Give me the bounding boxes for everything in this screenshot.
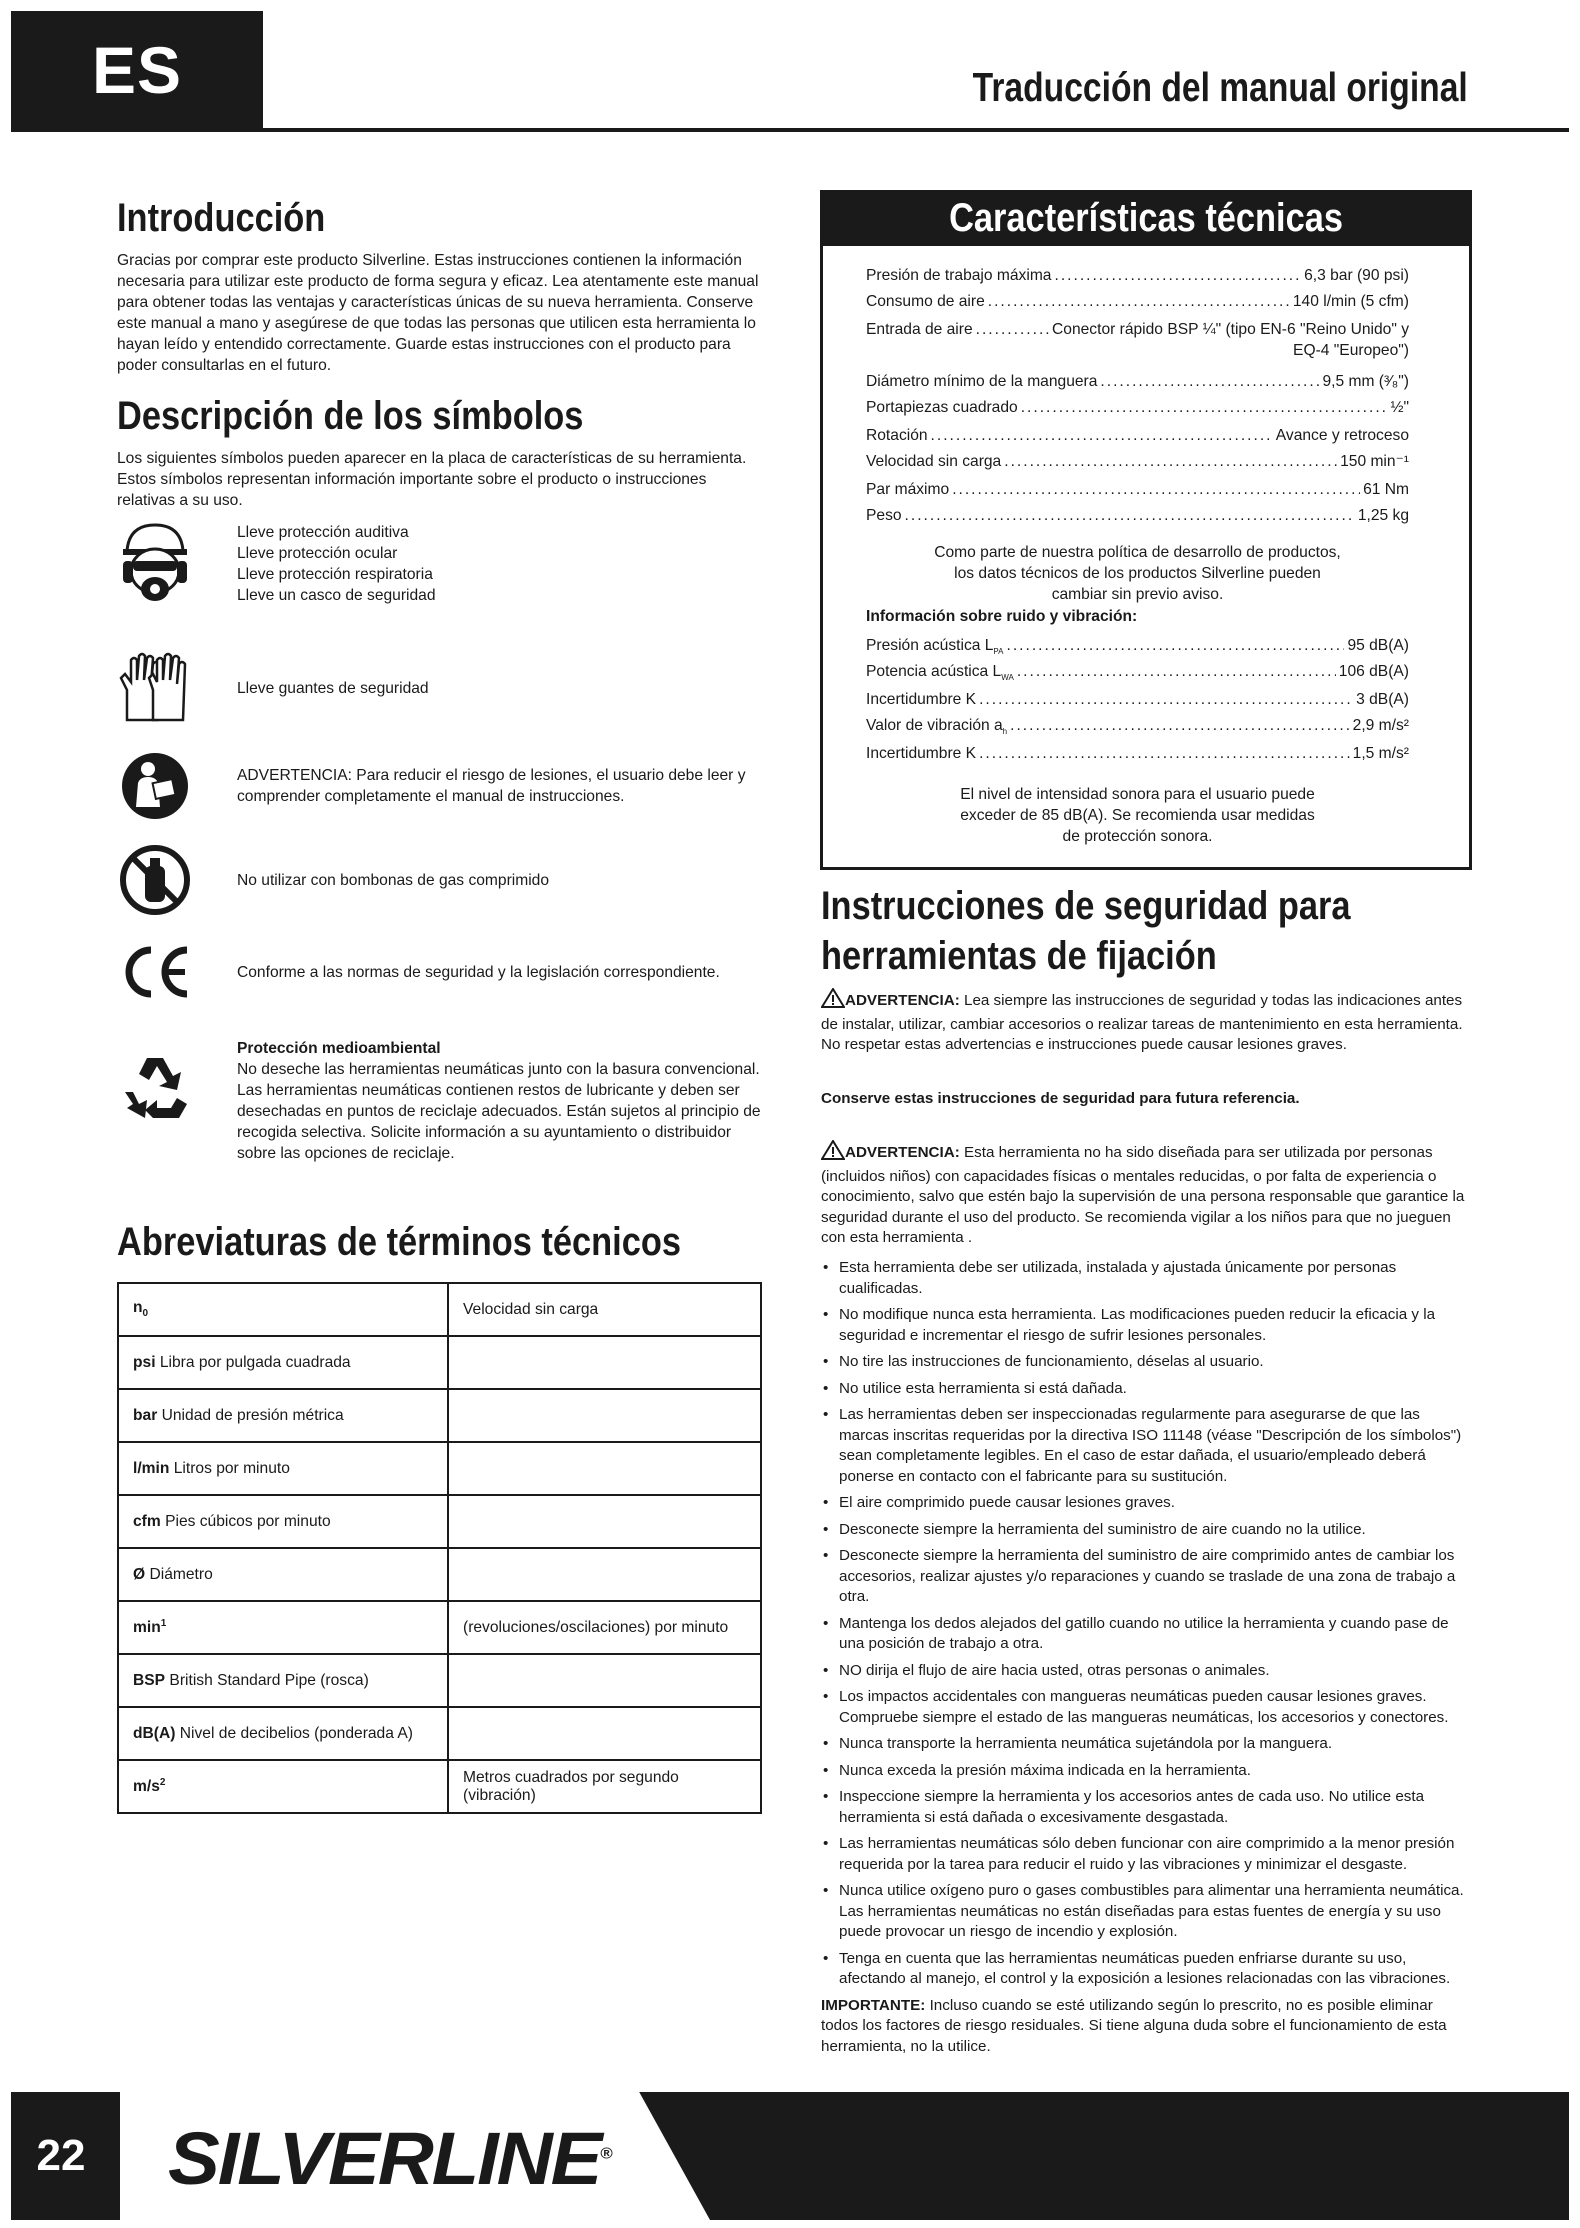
noise-row bbox=[866, 744, 1409, 764]
abbr-desc: Libra por pulgada cuadrada bbox=[159, 1353, 351, 1371]
abbr-key: BSP bbox=[133, 1671, 166, 1689]
spec-label: Portapiezas cuadrado bbox=[866, 399, 1018, 416]
abbr-desc: Diámetro bbox=[149, 1565, 213, 1583]
no-gas-cylinder-icon bbox=[117, 842, 193, 918]
table-row bbox=[118, 1707, 761, 1760]
abbr-sup: 1 bbox=[160, 1617, 167, 1629]
spec-label: Peso bbox=[866, 507, 902, 524]
list-item: • Nunca transporte la herramienta neumática sujetándola por la manguera. bbox=[839, 1734, 1466, 1755]
list-item: • Tenga en cuenta que las herramientas neumáticas pueden enfriarse durante su uso, afectando al manejo, el control y la exposición a lesiones relacionadas con las vibraciones. bbox=[839, 1949, 1466, 1990]
tech-heading: Características técnicas bbox=[949, 195, 1343, 240]
abbr-key: m/s bbox=[133, 1778, 160, 1796]
spec-label: Consumo de aire bbox=[866, 293, 985, 310]
env-text: No deseche las herramientas neumáticas junto con la basura convencional. Las herramientas neumáticas contienen restos de lubricante y deben ser desechadas en puntos de reciclaje adecuados. Están sujetos al principio de recogida selectiva. Solicite información a su ayuntamiento o distribuidor sobre las opciones de reciclaje. bbox=[237, 1061, 761, 1162]
table-row bbox=[118, 1548, 761, 1601]
abbr-table-wrap bbox=[117, 1282, 762, 1814]
symbol-row-manual bbox=[117, 748, 767, 824]
noise-label: Potencia acústica L bbox=[866, 663, 1002, 680]
spec-row bbox=[866, 480, 1409, 500]
list-item: • No modifique nunca esta herramienta. Las modificaciones pueden reducir la eficacia y la seguridad e incrementar el riesgo de sufrir lesiones personales. bbox=[839, 1305, 1466, 1346]
spec-row bbox=[866, 372, 1409, 392]
ce-text: Conforme a las normas de seguridad y la legislación correspondiente. bbox=[237, 963, 720, 981]
spec-label: Diámetro mínimo de la manguera bbox=[866, 373, 1098, 390]
noise-value: 106 dB(A) bbox=[1338, 663, 1409, 680]
abbr-table bbox=[117, 1282, 762, 1814]
table-row bbox=[118, 1336, 761, 1389]
symbol-row-ce bbox=[117, 934, 767, 1010]
abbr-key: psi bbox=[133, 1353, 156, 1371]
spec-value: 6,3 bar (90 psi) bbox=[1304, 267, 1409, 284]
spec-value-cont: EQ-4 "Europeo") bbox=[1293, 342, 1409, 359]
gas-text: No utilizar con bombonas de gas comprimido bbox=[237, 871, 550, 889]
spec-value: 140 l/min (5 cfm) bbox=[1292, 293, 1409, 310]
safety-heading-2: herramientas de fijación bbox=[821, 934, 1217, 978]
spec-value: ½" bbox=[1390, 399, 1409, 416]
abbr-desc: British Standard Pipe (rosca) bbox=[169, 1671, 369, 1689]
spec-value: Avance y retroceso bbox=[1275, 427, 1409, 444]
abbr-heading: Abreviaturas de términos técnicos bbox=[117, 1220, 681, 1264]
page-number: 22 bbox=[36, 2131, 86, 2180]
abbr-desc: Nivel de decibelios (ponderada A) bbox=[179, 1724, 413, 1742]
symbols-intro-text: Los siguientes símbolos pueden aparecer en la placa de características de su herramienta. Estos símbolos representan información importante sobre el producto o instrucciones relativas a su uso. bbox=[117, 450, 747, 509]
abbr-desc: Pies cúbicos por minuto bbox=[165, 1512, 331, 1530]
gloves-icon bbox=[117, 650, 193, 726]
noise-row bbox=[866, 662, 1409, 688]
list-item: • Esta herramienta debe ser utilizada, instalada y ajustada únicamente por personas cualificadas. bbox=[839, 1258, 1466, 1299]
table-row bbox=[118, 1601, 761, 1654]
table-row bbox=[118, 1760, 761, 1813]
abbr-sup: 2 bbox=[159, 1776, 166, 1788]
noise-sub: h bbox=[1002, 727, 1008, 737]
warning-2 bbox=[821, 1140, 1466, 1249]
table-row bbox=[118, 1389, 761, 1442]
symbol-row-gas bbox=[117, 842, 767, 918]
noise-value: 1,5 m/s² bbox=[1352, 745, 1409, 762]
spec-value: 150 min⁻¹ bbox=[1340, 453, 1409, 470]
spec-label: Entrada de aire bbox=[866, 321, 973, 338]
table-row bbox=[118, 1283, 761, 1336]
warning-2-text: Esta herramienta no ha sido diseñada para ser utilizada por personas (incluidos niños) con capacidades físicas o mentales reducidas, o por falta de experiencia o conocimiento, salvo que estén bajo la supervisión de una persona responsable que garantice la seguridad durante el uso del producto. Se recomienda vigilar a los niños para que no jueguen con esta herramienta . bbox=[821, 1144, 1465, 1246]
list-item: • No utilice esta herramienta si está dañada. bbox=[839, 1379, 1466, 1400]
gloves-text: Lleve guantes de seguridad bbox=[237, 679, 429, 697]
symbol-row-recycle bbox=[117, 1038, 767, 1164]
abbr-val: Velocidad sin carga bbox=[448, 1283, 761, 1336]
noise-value: 3 dB(A) bbox=[1356, 691, 1409, 708]
list-item: • NO dirija el flujo de aire hacia usted, otras personas o animales. bbox=[839, 1661, 1466, 1682]
warning-2-label: ADVERTENCIA: bbox=[845, 1144, 960, 1161]
brand-logo bbox=[168, 2116, 611, 2201]
abbr-key: Ø bbox=[133, 1565, 146, 1583]
abbr-val: (revoluciones/oscilaciones) por minuto bbox=[448, 1601, 761, 1654]
abbr-key: dB(A) bbox=[133, 1724, 176, 1742]
spec-value: 9,5 mm (³⁄₈") bbox=[1322, 373, 1409, 390]
abbr-key: cfm bbox=[133, 1512, 161, 1530]
noise-label: Valor de vibración a bbox=[866, 717, 1003, 734]
warning-triangle-icon bbox=[821, 988, 845, 1015]
warning-triangle-icon bbox=[821, 1140, 845, 1167]
header-rule bbox=[11, 128, 1569, 132]
keep-instructions: Conserve estas instrucciones de seguridad para futura referencia. bbox=[821, 1090, 1300, 1107]
list-item: • Mantenga los dedos alejados del gatillo cuando no utilice la herramienta y cuando pase de una posición de trabajo a otra. bbox=[839, 1614, 1466, 1655]
env-title: Protección medioambiental bbox=[237, 1040, 441, 1057]
warning-1 bbox=[821, 988, 1466, 1056]
abbr-desc: Litros por minuto bbox=[173, 1459, 290, 1477]
noise-row bbox=[866, 690, 1409, 710]
symbol-row-gloves bbox=[117, 650, 767, 726]
abbr-desc: Unidad de presión métrica bbox=[161, 1406, 344, 1424]
ce-mark-icon bbox=[117, 934, 193, 1010]
ppe-line-4: Lleve un casco de seguridad bbox=[237, 587, 436, 604]
spec-row bbox=[866, 506, 1409, 526]
language-code: ES bbox=[91, 33, 183, 107]
important-text: Incluso cuando se esté utilizando según lo prescrito, no es posible eliminar todos los factores de riesgo residuales. Si tiene alguna duda sobre el funcionamiento de esta herramienta, no la utilice. bbox=[821, 1996, 1447, 2055]
noise-value: 2,9 m/s² bbox=[1352, 717, 1409, 734]
noise-label: Incertidumbre K bbox=[866, 691, 977, 708]
symbols-heading: Descripción de los símbolos bbox=[117, 394, 584, 438]
abbr-key: n bbox=[133, 1299, 143, 1317]
noise-sub: WA bbox=[1001, 673, 1014, 683]
intro-text: Gracias por comprar este producto Silverline. Estas instrucciones contienen la información necesaria para utilizar este producto de forma segura y eficaz. Lea atentamente este manual para obtener todas las ventajas y características únicas de su nueva herramienta. Conserve este manual a mano y asegúrese de que todas las personas que utilicen esta herramienta lo hayan leído y entendido correctamente. Guarde estas instrucciones con el producto para poder consultarlas en el futuro. bbox=[117, 252, 759, 374]
warning-1-text: Lea siempre las instrucciones de seguridad y todas las indicaciones antes de instalar, utilizar, cambiar accesorios o realizar tareas de mantenimiento en esta herramienta. No respetar estas advertencias e instrucciones puede causar lesiones graves. bbox=[821, 992, 1463, 1053]
noise-sub: PA bbox=[993, 647, 1004, 657]
spec-value: 61 Nm bbox=[1363, 481, 1409, 498]
spec-row bbox=[866, 452, 1409, 472]
spec-value: 1,25 kg bbox=[1357, 507, 1409, 524]
table-row bbox=[118, 1442, 761, 1495]
safety-bullets bbox=[821, 1258, 1466, 2057]
spec-row bbox=[866, 292, 1409, 312]
noise-note: El nivel de intensidad sonora para el usuario puede exceder de 85 dB(A). Se recomienda usar medidas de protección sonora. bbox=[960, 786, 1315, 845]
tech-specs-header bbox=[820, 190, 1472, 246]
spec-label: Velocidad sin carga bbox=[866, 453, 1002, 470]
language-badge bbox=[11, 11, 263, 129]
list-item: • Nunca exceda la presión máxima indicada en la herramienta. bbox=[839, 1761, 1466, 1782]
table-row bbox=[118, 1654, 761, 1707]
spec-row bbox=[866, 426, 1409, 446]
list-item: • No tire las instrucciones de funcionamiento, déselas al usuario. bbox=[839, 1352, 1466, 1373]
abbr-key: l/min bbox=[133, 1459, 170, 1477]
ppe-line-1: Lleve protección auditiva bbox=[237, 524, 409, 541]
list-item: • Las herramientas deben ser inspeccionadas regularmente para asegurarse de que las marcas inscritas requeridas por la directiva ISO 11148 (véase "Descripción de los símbolos") sean completamente legibles. En el caso de estar dañada, el usuario/empleado deberá ponerse en contacto con el fabricante para su sustitución. bbox=[839, 1405, 1466, 1487]
noise-row bbox=[866, 636, 1409, 662]
list-item: • Desconecte siempre la herramienta del suministro de aire comprimido antes de cambiar los accesorios, realizar ajustes y/o reparaciones y cuando se traslade de una zona de trabajo a otra. bbox=[839, 1546, 1466, 1608]
read-manual-icon bbox=[117, 748, 193, 824]
spec-row bbox=[866, 266, 1409, 286]
manual-warning-text: ADVERTENCIA: Para reducir el riesgo de lesiones, el usuario debe leer y comprender completamente el manual de instrucciones. bbox=[237, 767, 746, 805]
list-item: • Las herramientas neumáticas sólo deben funcionar con aire comprimido a la menor presión requerida por la tarea para reducir el ruido y las vibraciones y minimizar el desgaste. bbox=[839, 1834, 1466, 1875]
important-label: IMPORTANTE: bbox=[821, 1996, 926, 2014]
spec-value: Conector rápido BSP ¼" (tipo EN-6 "Reino Unido" y bbox=[1052, 321, 1409, 338]
spec-label: Rotación bbox=[866, 427, 928, 444]
spec-row bbox=[866, 320, 1409, 340]
important-note bbox=[821, 1996, 1466, 2058]
noise-label: Incertidumbre K bbox=[866, 745, 977, 762]
spec-row bbox=[866, 398, 1409, 418]
intro-heading: Introducción bbox=[117, 196, 326, 240]
spec-label: Presión de trabajo máxima bbox=[866, 267, 1052, 284]
ppe-head-icon bbox=[117, 526, 193, 602]
abbr-val: Metros cuadrados por segundo (vibración) bbox=[448, 1760, 761, 1813]
brand-name: SILVERLINE bbox=[168, 2117, 601, 2200]
tech-note: Como parte de nuestra política de desarrollo de productos, los datos técnicos de los productos Silverline pueden cambiar sin previo aviso. bbox=[934, 544, 1341, 603]
noise-title: Información sobre ruido y vibración: bbox=[866, 608, 1138, 625]
brand-reg-mark: ® bbox=[600, 2145, 611, 2163]
abbr-sub: 0 bbox=[142, 1308, 149, 1320]
symbol-row-ppe bbox=[117, 522, 767, 606]
noise-row bbox=[866, 716, 1409, 742]
ppe-line-3: Lleve protección respiratoria bbox=[237, 566, 433, 583]
list-item: • El aire comprimido puede causar lesiones graves. bbox=[839, 1493, 1466, 1514]
table-row bbox=[118, 1495, 761, 1548]
list-item: • Inspeccione siempre la herramienta y los accesorios antes de cada uso. No utilice esta herramienta si está dañada o excesivamente desgastada. bbox=[839, 1787, 1466, 1828]
abbr-key: bar bbox=[133, 1406, 158, 1424]
noise-value: 95 dB(A) bbox=[1347, 637, 1409, 654]
noise-label: Presión acústica L bbox=[866, 637, 994, 654]
list-item: • Los impactos accidentales con mangueras neumáticas pueden causar lesiones graves. Compruebe siempre el estado de las mangueras neumáticas, los accesorios y conectores. bbox=[839, 1687, 1466, 1728]
safety-heading-1: Instrucciones de seguridad para bbox=[821, 884, 1351, 928]
spec-label: Par máximo bbox=[866, 481, 950, 498]
abbr-key: min bbox=[133, 1619, 161, 1637]
list-item: • Desconecte siempre la herramienta del suministro de aire cuando no la utilice. bbox=[839, 1520, 1466, 1541]
ppe-line-2: Lleve protección ocular bbox=[237, 545, 398, 562]
warning-1-label: ADVERTENCIA: bbox=[845, 992, 960, 1009]
list-item: • Nunca utilice oxígeno puro o gases combustibles para alimentar una herramienta neumática. Las herramientas neumáticas no están diseñadas para estas fuentes de energía y su uso puede provocar un riesgo de incendio y explosión. bbox=[839, 1881, 1466, 1943]
recycle-icon bbox=[117, 1050, 193, 1126]
page-title: Traducción del manual original bbox=[972, 64, 1468, 110]
